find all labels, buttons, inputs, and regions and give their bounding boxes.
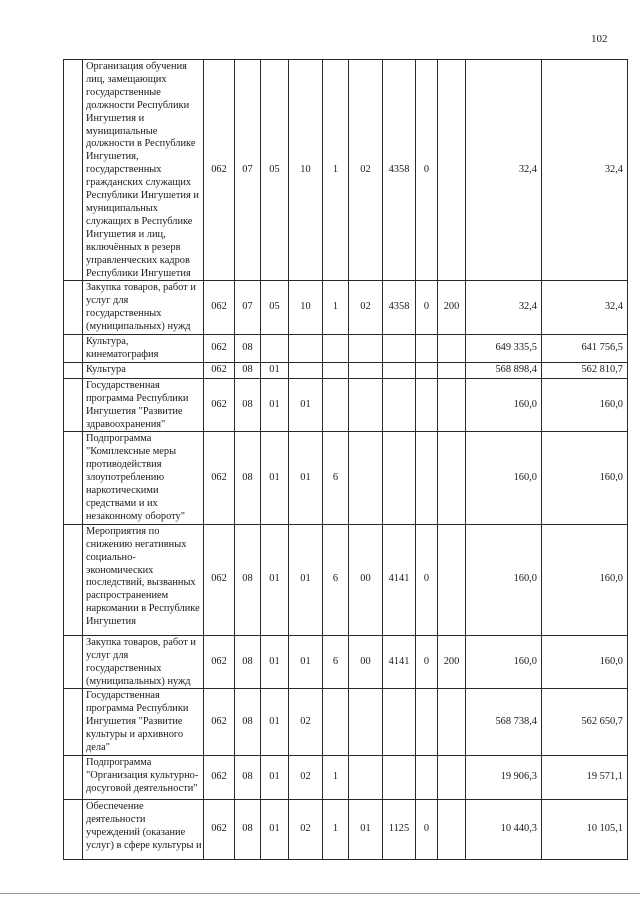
code-cell-c8 [416,362,438,378]
code-cell-c4: 02 [289,755,323,799]
blank-cell [64,378,83,432]
blank-cell [64,524,83,635]
code-cell-c5: 6 [323,432,349,524]
table-row [64,378,628,432]
code-cell-c6 [349,378,383,432]
code-cell-c6 [349,755,383,799]
code-cell-c7 [383,378,416,432]
table-row [64,524,628,635]
code-cell-c7: 4141 [383,635,416,689]
code-cell-c6 [349,362,383,378]
code-cell-c4: 02 [289,799,323,859]
amount-cell-second: 160,0 [542,524,628,635]
blank-cell [64,335,83,363]
code-cell-c5 [323,689,349,756]
blank-cell [64,432,83,524]
code-cell-c6 [349,335,383,363]
code-cell-c1: 062 [204,799,235,859]
code-cell-c7: 1125 [383,799,416,859]
code-cell-c7: 4358 [383,281,416,335]
code-cell-c6: 00 [349,524,383,635]
code-cell-c3: 01 [261,524,289,635]
code-cell-c3: 01 [261,362,289,378]
amount-cell-second: 32,4 [542,60,628,281]
code-cell-c4: 10 [289,60,323,281]
code-cell-c8 [416,755,438,799]
amount-cell-first: 568 738,4 [466,689,542,756]
code-cell-c7 [383,335,416,363]
code-cell-c7 [383,689,416,756]
blank-cell [64,689,83,756]
code-cell-c8: 0 [416,524,438,635]
amount-cell-first: 160,0 [466,524,542,635]
code-cell-c8: 0 [416,799,438,859]
code-cell-c8: 0 [416,60,438,281]
code-cell-c4: 01 [289,378,323,432]
code-cell-c3: 01 [261,799,289,859]
amount-cell-second: 10 105,1 [542,799,628,859]
item-name-cell: Мероприятия по снижению негативных социально-экономических последствий, вызванных распространением наркомании в Республике Ингушетия [83,524,204,635]
code-cell-c3: 01 [261,432,289,524]
code-cell-c8 [416,432,438,524]
code-cell-c2: 08 [235,378,261,432]
code-cell-c1: 062 [204,635,235,689]
scan-edge-line [0,893,640,894]
code-cell-c6: 01 [349,799,383,859]
code-cell-c9 [438,378,466,432]
code-cell-c9 [438,432,466,524]
code-cell-c9 [438,60,466,281]
code-cell-c5: 6 [323,524,349,635]
item-name-cell: Подпрограмма "Организация культурно-досуговой деятельности" [83,755,204,799]
code-cell-c1: 062 [204,378,235,432]
code-cell-c1: 062 [204,432,235,524]
code-cell-c6: 00 [349,635,383,689]
blank-cell [64,755,83,799]
code-cell-c7 [383,362,416,378]
item-name-cell: Закупка товаров, работ и услуг для государственных (муниципальных) нужд [83,635,204,689]
amount-cell-first: 160,0 [466,635,542,689]
code-cell-c5: 1 [323,799,349,859]
code-cell-c1: 062 [204,755,235,799]
amount-cell-second: 19 571,1 [542,755,628,799]
blank-cell [64,799,83,859]
table-row [64,281,628,335]
code-cell-c4 [289,362,323,378]
amount-cell-second: 32,4 [542,281,628,335]
budget-table [63,59,628,860]
code-cell-c1: 062 [204,689,235,756]
code-cell-c5 [323,335,349,363]
code-cell-c5 [323,378,349,432]
code-cell-c2: 08 [235,689,261,756]
amount-cell-second: 562 810,7 [542,362,628,378]
code-cell-c4: 01 [289,635,323,689]
code-cell-c9 [438,689,466,756]
code-cell-c9 [438,799,466,859]
amount-cell-first: 32,4 [466,281,542,335]
table-row [64,799,628,859]
item-name-cell: Государственная программа Республики Ингушетия "Развитие здравоохранения" [83,378,204,432]
blank-cell [64,362,83,378]
blank-cell [64,60,83,281]
table-row [64,60,628,281]
code-cell-c2: 08 [235,524,261,635]
item-name-cell: Организация обучения лиц, замещающих государственные должности Республики Ингушетия и муниципальные должности в Республике Ингушетия, государственных гражданских служащих Республики Ингушетия и муниципальных служащих в Республике Ингушетия и лиц, включённых в резерв управленческих кадров Республики Ингушетия [83,60,204,281]
amount-cell-first: 32,4 [466,60,542,281]
table-row [64,432,628,524]
code-cell-c2: 08 [235,362,261,378]
code-cell-c4 [289,335,323,363]
code-cell-c5: 6 [323,635,349,689]
amount-cell-first: 160,0 [466,378,542,432]
item-name-cell: Закупка товаров, работ и услуг для государственных (муниципальных) нужд [83,281,204,335]
code-cell-c7: 4358 [383,60,416,281]
code-cell-c4: 10 [289,281,323,335]
code-cell-c9 [438,362,466,378]
code-cell-c7 [383,755,416,799]
amount-cell-second: 641 756,5 [542,335,628,363]
amount-cell-second: 160,0 [542,378,628,432]
table-row [64,689,628,756]
code-cell-c5: 1 [323,755,349,799]
table-row [64,635,628,689]
code-cell-c7 [383,432,416,524]
item-name-cell: Обеспечение деятельности учреждений (оказание услуг) в сфере культуры и [83,799,204,859]
table-row [64,335,628,363]
code-cell-c9 [438,755,466,799]
blank-cell [64,635,83,689]
code-cell-c9: 200 [438,635,466,689]
amount-cell-second: 562 650,7 [542,689,628,756]
code-cell-c1: 062 [204,281,235,335]
code-cell-c2: 07 [235,281,261,335]
amount-cell-second: 160,0 [542,432,628,524]
amount-cell-second: 160,0 [542,635,628,689]
code-cell-c7: 4141 [383,524,416,635]
code-cell-c3 [261,335,289,363]
code-cell-c3: 05 [261,281,289,335]
code-cell-c8: 0 [416,281,438,335]
table-row [64,362,628,378]
code-cell-c1: 062 [204,362,235,378]
item-name-cell: Подпрограмма "Комплексные меры противодействия злоупотреблению наркотическими средствами и их незаконному обороту" [83,432,204,524]
code-cell-c1: 062 [204,60,235,281]
amount-cell-first: 10 440,3 [466,799,542,859]
blank-cell [64,281,83,335]
item-name-cell: Культура, кинематография [83,335,204,363]
code-cell-c2: 07 [235,60,261,281]
code-cell-c3: 01 [261,689,289,756]
code-cell-c2: 08 [235,432,261,524]
amount-cell-first: 19 906,3 [466,755,542,799]
code-cell-c5: 1 [323,60,349,281]
table-row [64,755,628,799]
code-cell-c5: 1 [323,281,349,335]
code-cell-c6 [349,432,383,524]
code-cell-c2: 08 [235,755,261,799]
item-name-cell: Государственная программа Республики Ингушетия "Развитие культуры и архивного дела" [83,689,204,756]
amount-cell-first: 649 335,5 [466,335,542,363]
code-cell-c3: 01 [261,378,289,432]
code-cell-c2: 08 [235,799,261,859]
code-cell-c3: 01 [261,755,289,799]
code-cell-c6: 02 [349,60,383,281]
code-cell-c8 [416,378,438,432]
code-cell-c9: 200 [438,281,466,335]
code-cell-c4: 01 [289,432,323,524]
page-number: 102 [591,33,608,45]
code-cell-c3: 01 [261,635,289,689]
code-cell-c2: 08 [235,635,261,689]
code-cell-c1: 062 [204,524,235,635]
code-cell-c2: 08 [235,335,261,363]
code-cell-c6 [349,689,383,756]
code-cell-c8 [416,689,438,756]
code-cell-c5 [323,362,349,378]
code-cell-c6: 02 [349,281,383,335]
amount-cell-first: 160,0 [466,432,542,524]
code-cell-c9 [438,524,466,635]
code-cell-c9 [438,335,466,363]
amount-cell-first: 568 898,4 [466,362,542,378]
item-name-cell: Культура [83,362,204,378]
code-cell-c8 [416,335,438,363]
code-cell-c4: 01 [289,524,323,635]
code-cell-c3: 05 [261,60,289,281]
code-cell-c1: 062 [204,335,235,363]
code-cell-c4: 02 [289,689,323,756]
code-cell-c8: 0 [416,635,438,689]
